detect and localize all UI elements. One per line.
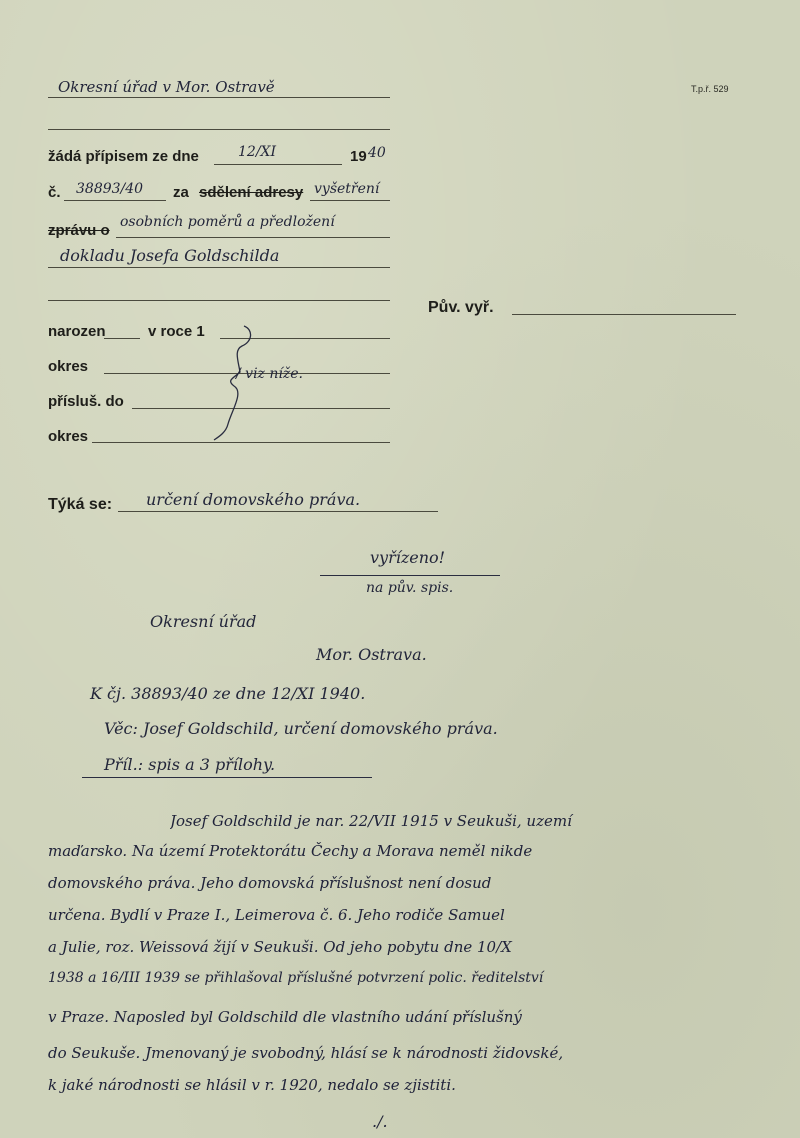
body-line-8: do Seukuše. Jmenovaný je svobodný, hlásí se k národnosti židovské,	[48, 1044, 564, 1062]
body-line-2: maďarsko. Na území Protektorátu Čechy a Morava neměl nikde	[48, 842, 533, 860]
body-line-4: určena. Bydlí v Praze I., Leimerova č. 6. Jeho rodiče Samuel	[48, 906, 505, 924]
year-prefix: 19	[350, 148, 367, 165]
puv-vyr-label: Pův. vyř.	[428, 299, 494, 316]
number-rule	[64, 200, 166, 201]
body-line-1: Josef Goldschild je nar. 22/VII 1915 v Seukuši, uzemí	[170, 812, 572, 830]
request-prefix: žádá přípisem ze dne	[48, 148, 199, 165]
struck-report: zprávu o	[48, 222, 110, 239]
body-line-6: 1938 a 16/III 1939 se přihlašoval příslušné potvrzení polic. ředitelství	[48, 970, 544, 986]
za-rule	[310, 200, 390, 201]
prislus-label: přísluš. do	[48, 393, 124, 410]
okres2-label: okres	[48, 428, 89, 445]
request-number: 38893/40	[76, 181, 144, 197]
hw-investigation: vyšetření	[314, 181, 380, 197]
okres-label: okres	[48, 358, 89, 375]
body-line-7: v Praze. Naposled byl Goldschild dle vlastního udání příslušný	[48, 1008, 522, 1026]
letter-subject: Věc: Josef Goldschild, určení domovského práva.	[104, 719, 498, 738]
za-label: za	[173, 184, 189, 201]
body-line-3: domovského práva. Jeho domovská příslušnost není dosud	[48, 874, 492, 892]
hw-personal: osobních poměrů a předložení	[120, 214, 335, 230]
v-roce-label: v roce 1	[148, 323, 205, 340]
year-suffix: 40	[368, 145, 386, 161]
narozen-label: narozen	[48, 323, 106, 340]
brace-mark	[204, 320, 264, 445]
puv-vyr-rule	[512, 314, 736, 315]
number-label: č.	[48, 184, 61, 201]
struck-address: sdělení adresy	[199, 184, 304, 201]
blank-rule	[48, 129, 390, 130]
letter-recipient-1: Okresní úřad	[150, 612, 257, 631]
note-handled: vyřízeno!	[370, 548, 446, 567]
note-underline	[320, 575, 500, 576]
subject-value: určení domovského práva.	[146, 490, 361, 509]
subject-rule	[118, 511, 438, 512]
document-rule	[48, 267, 390, 268]
hw-document: dokladu Josefa Goldschilda	[60, 246, 280, 265]
letter-closing: ./.	[372, 1112, 388, 1131]
office-rule	[48, 97, 390, 98]
body-line-9: k jaké národnosti se hlásil v r. 1920, nedalo se zjistiti.	[48, 1076, 456, 1094]
blank-rule-2	[48, 300, 390, 301]
subject-label: Týká se:	[48, 496, 113, 513]
narozen-rule	[104, 338, 140, 339]
letter-attachments: Příl.: spis a 3 přílohy.	[104, 755, 276, 774]
letter-reference: K čj. 38893/40 ze dne 12/XI 1940.	[90, 684, 366, 703]
hw-see-below: / viz níže.	[236, 366, 303, 382]
form-code: T.p.ř. 529	[691, 84, 729, 94]
office-name: Okresní úřad v Mor. Ostravě	[58, 78, 275, 96]
letter-recipient-2: Mor. Ostrava.	[316, 645, 427, 664]
request-date: 12/XI	[238, 144, 277, 160]
report-rule	[116, 237, 390, 238]
date-rule	[214, 164, 342, 165]
attachments-underline	[82, 777, 372, 778]
note-file: na pův. spis.	[366, 580, 454, 596]
body-line-5: a Julie, roz. Weissová žijí v Seukuši. Od jeho pobytu dne 10/X	[48, 938, 512, 956]
